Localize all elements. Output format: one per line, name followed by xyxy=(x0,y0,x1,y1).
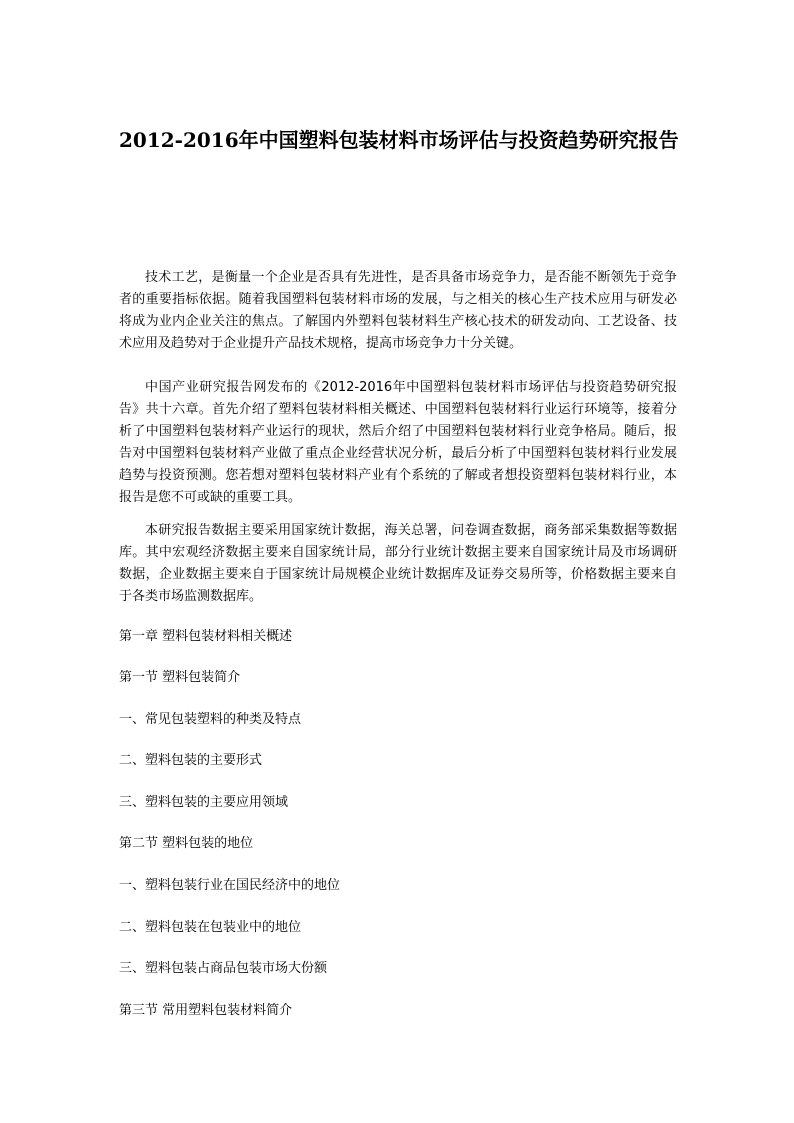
document-title: 2012-2016年中国塑料包装材料市场评估与投资趋势研究报告 xyxy=(119,128,679,152)
toc-section-1-1: 第一节 塑料包装简介 xyxy=(119,670,241,685)
toc-item-1-2-1: 一、塑料包装行业在国民经济中的地位 xyxy=(119,878,341,893)
toc-item-1-2-3: 三、塑料包装占商品包装市场大份额 xyxy=(119,961,328,976)
toc-item-1-1-1: 一、常见包装塑料的种类及特点 xyxy=(119,712,302,727)
intro-paragraph-1: 技术工艺，是衡量一个企业是否具有先进性，是否具备市场竞争力，是否能不断领先于竞争者的重要指标依据。随着我国塑料包装材料市场的发展，与之相关的核心生产技术应用与研发必将成为业内企业关注的焦点。了解国内外塑料包装材料生产核心技术的研发动向、工艺设备、技术应用及趋势对于企业提升产品技术规格，提高市场竞争力十分关键。 xyxy=(119,270,677,351)
toc-chapter-1: 第一章 塑料包装材料相关概述 xyxy=(119,629,293,644)
toc-item-1-2-2: 二、塑料包装在包装业中的地位 xyxy=(119,920,302,935)
intro-paragraph-3: 本研究报告数据主要采用国家统计数据，海关总署，问卷调查数据，商务部采集数据等数据库。其中宏观经济数据主要来自国家统计局，部分行业统计数据主要来自国家统计局及市场调研数据，企业数据主要来自于国家统计局规模企业统计数据库及证券交易所等，价格数据主要来自于各类市场监测数据库。 xyxy=(119,523,677,604)
toc-item-1-1-2: 二、塑料包装的主要形式 xyxy=(119,753,263,768)
intro-paragraph-2: 中国产业研究报告网发布的《2012-2016年中国塑料包装材料市场评估与投资趋势研究报告》共十六章。首先介绍了塑料包装材料相关概述、中国塑料包装材料行业运行环境等，接着分析了中国塑料包装材料产业运行的现状，然后介绍了中国塑料包装材料行业竞争格局。随后，报告对中国塑料包装材料产业做了重点企业经营状况分析，最后分析了中国塑料包装材料行业发展趋势与投资预测。您若想对塑料包装材料产业有个系统的了解或者想投资塑料包装材料行业，本报告是您不可或缺的重要工具。 xyxy=(119,380,678,505)
toc-section-1-3: 第三节 常用塑料包装材料简介 xyxy=(119,1003,293,1018)
toc-section-1-2: 第二节 塑料包装的地位 xyxy=(119,836,254,851)
toc-item-1-1-3: 三、塑料包装的主要应用领域 xyxy=(119,795,289,810)
